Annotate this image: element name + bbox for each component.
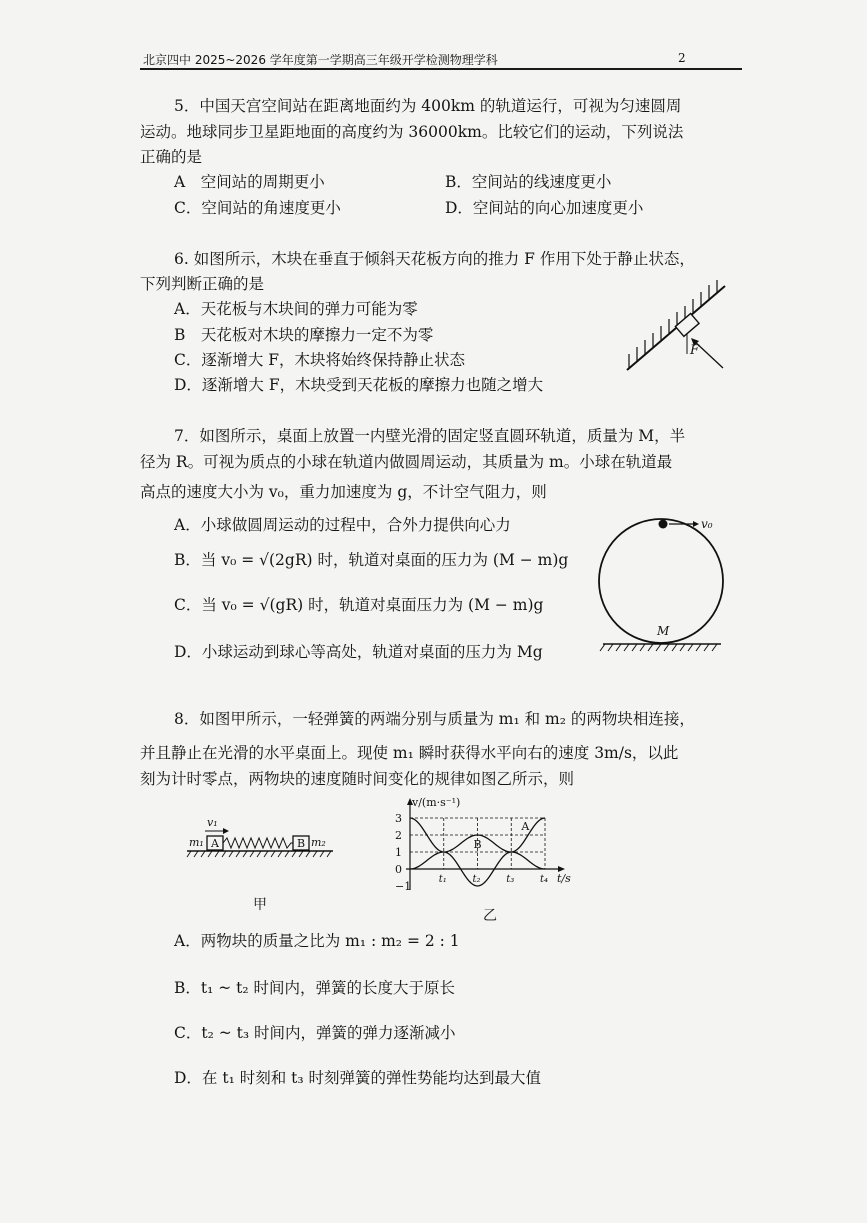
velocity-arrowhead [693, 521, 699, 527]
table-hatching [600, 644, 717, 651]
page-number: 2 [678, 51, 686, 65]
q8-option-a: A．两物块的质量之比为 m₁ : m₂ = 2 : 1 [174, 932, 460, 950]
q5-option-c: C．空间站的角速度更小 [174, 199, 341, 217]
block-a-label: A [211, 837, 219, 850]
q8-vt-chart [355, 790, 605, 925]
q5-option-b: B．空间站的线速度更小 [445, 173, 612, 191]
q6-ceiling-figure [615, 280, 735, 380]
q6-stem-line-1: 6. 如图所示，木块在垂直于倾斜天花板方向的推力 F 作用下处于静止状态， [174, 250, 695, 268]
q7-option-d: D．小球运动到球心等高处，轨道对桌面的压力为 Mg [174, 643, 543, 661]
q7-option-c: C．当 v₀ = √(gR) 时，轨道对桌面压力为 (M − m)g [174, 596, 544, 614]
ceiling-hatching [629, 280, 717, 368]
jia-table-hatching [187, 851, 331, 857]
q5-option-d: D．空间站的向心加速度更小 [445, 199, 644, 217]
q8-option-c: C．t₂ ~ t₃ 时间内，弹簧的弹力逐渐减小 [174, 1024, 456, 1042]
q5-option-a: A 空间站的周期更小 [174, 173, 325, 191]
y-tick-label: 3 [395, 812, 402, 825]
x-tick-label: t₁ [438, 874, 447, 885]
jia-m1-label: m₁ [189, 836, 204, 849]
yi-caption: 乙 [483, 908, 497, 924]
q7-option-b: B．当 v₀ = √(2gR) 时，轨道对桌面的压力为 (M − m)g [174, 551, 569, 569]
jia-m2-label: m₂ [311, 836, 326, 849]
q6-stem-line-2: 下列判断正确的是 [140, 275, 265, 293]
mass-label: M [657, 624, 670, 638]
q5-stem-line-2: 运动。地球同步卫星距地面的高度约为 36000km。比较它们的运动，下列说法 [140, 123, 684, 141]
q6-option-d: D．逐渐增大 F，木块受到天花板的摩擦力也随之增大 [174, 376, 544, 394]
q6-option-c: C．逐渐增大 F，木块将始终保持静止状态 [174, 351, 466, 369]
page-header-title: 北京四中 2025~2026 学年度第一学期高三年级开学检测物理学科 [143, 53, 498, 67]
block-b-label: B [297, 837, 306, 850]
jia-velocity-arrowhead [223, 828, 229, 834]
q5-stem-line-3: 正确的是 [140, 148, 203, 166]
y-tick-label: −1 [395, 880, 412, 893]
chart-x-axis-label: t/s [557, 872, 571, 885]
x-tick-label: t₃ [506, 874, 515, 885]
small-ball [659, 520, 668, 529]
q7-ring-figure [595, 505, 730, 660]
q8-figure-jia [185, 810, 335, 915]
chart-y-axis-label: v/(m·s⁻¹) [412, 796, 461, 809]
wood-block [675, 313, 699, 336]
header-rule [140, 68, 742, 70]
q7-option-a: A．小球做圆周运动的过程中，合外力提供向心力 [174, 516, 511, 534]
jia-caption: 甲 [253, 897, 267, 913]
spring [223, 838, 293, 848]
velocity-label: v₀ [701, 517, 713, 531]
q7-stem-line-1: 7．如图所示，桌面上放置一内壁光滑的固定竖直圆环轨道，质量为 M，半 [174, 427, 686, 445]
y-tick-label: 1 [395, 846, 402, 859]
q8-option-b: B．t₁ ~ t₂ 时间内，弹簧的长度大于原长 [174, 979, 456, 997]
q7-stem-line-3: 高点的速度大小为 v₀，重力加速度为 g，不计空气阻力，则 [140, 483, 547, 501]
y-tick-label: 2 [395, 829, 402, 842]
q6-option-b: B 天花板对木块的摩擦力一定不为零 [174, 326, 434, 344]
x-tick-label: t₄ [540, 874, 549, 885]
y-tick-label: 0 [395, 863, 402, 876]
force-label-f: F [690, 343, 700, 358]
q8-option-d: D．在 t₁ 时刻和 t₃ 时刻弹簧的弹性势能均达到最大值 [174, 1069, 542, 1087]
series-label-b: B [473, 838, 482, 851]
q8-stem-line-1: 8．如图甲所示，一轻弹簧的两端分别与质量为 m₁ 和 m₂ 的两物块相连接， [174, 710, 695, 728]
q7-stem-line-2: 径为 R。可视为质点的小球在轨道内做圆周运动，其质量为 m。小球在轨道最 [140, 453, 673, 471]
q6-option-a: A．天花板与木块间的弹力可能为零 [174, 300, 418, 318]
x-tick-label: t₂ [472, 874, 481, 885]
jia-velocity-label: v₁ [207, 816, 218, 829]
q8-stem-line-2: 并且静止在光滑的水平桌面上。现使 m₁ 瞬时获得水平向右的速度 3m/s，以此 [140, 744, 679, 762]
q8-stem-line-3: 刻为计时零点，两物块的速度随时间变化的规律如图乙所示，则 [140, 770, 575, 788]
series-label-a: A [521, 820, 530, 833]
q5-stem-line-1: 5．中国天宫空间站在距离地面约为 400km 的轨道运行，可视为匀速圆周 [174, 97, 682, 115]
